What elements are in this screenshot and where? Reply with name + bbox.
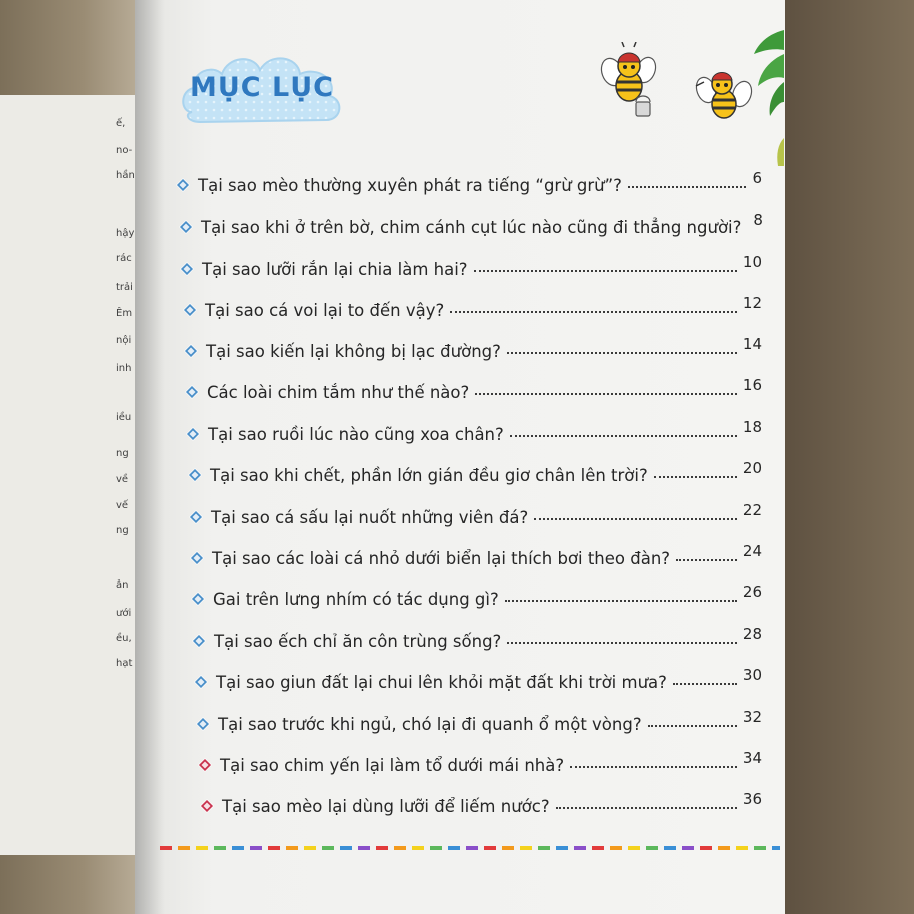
toc-entry[interactable] [188, 459, 762, 492]
toc-entry-page-number: 16 [742, 376, 762, 394]
dot-leader [475, 393, 737, 395]
dot-leader [673, 683, 737, 685]
blue-diamond-icon [185, 385, 199, 399]
toc-entry-page-number: 30 [742, 666, 762, 684]
blue-diamond-icon [184, 344, 198, 358]
toc-entry-title: Các loài chim tắm như thế nào? [207, 383, 470, 402]
toc-entry-page-number: 24 [742, 542, 762, 560]
toc-entry[interactable] [179, 211, 763, 244]
toc-entry[interactable] [185, 376, 762, 409]
previous-page-text-fragment: ều, [116, 633, 132, 644]
dot-leader [648, 725, 737, 727]
blue-diamond-icon [194, 675, 208, 689]
previous-page [0, 95, 150, 855]
toc-entry-title: Tại sao giun đất lại chui lên khỏi mặt đất khi trời mưa? [216, 673, 667, 692]
toc-entry-title: Gai trên lưng nhím có tác dụng gì? [213, 590, 499, 609]
previous-page-text-fragment: hạt [116, 658, 133, 669]
toc-entry-title: Tại sao khi ở trên bờ, chim cánh cụt lúc nào cũng đi thẳng người? [201, 218, 742, 237]
table-background-right [780, 0, 914, 914]
toc-title: MỤC LỤC [190, 72, 334, 103]
toc-entry[interactable] [186, 418, 762, 451]
previous-page-text-fragment: Êm [116, 308, 133, 319]
previous-page-text-fragment: iều [116, 412, 132, 423]
dot-leader [510, 435, 737, 437]
previous-page-text-fragment: ng [116, 525, 129, 536]
toc-entry[interactable] [192, 625, 762, 658]
toc-entry[interactable] [183, 294, 762, 327]
previous-page-text-fragment: ng [116, 448, 129, 459]
toc-entry-page-number: 28 [742, 625, 762, 643]
toc-entry-title: Tại sao các loài cá nhỏ dưới biển lại thích bơi theo đàn? [212, 549, 671, 568]
toc-entry-page-number: 22 [742, 501, 762, 519]
bee-with-bucket-icon [598, 42, 660, 120]
dot-leader [507, 642, 737, 644]
toc-entry-title: Tại sao cá sấu lại nuốt những viên đá? [211, 508, 529, 527]
toc-entry-title: Tại sao trước khi ngủ, chó lại đi quanh ổ một vòng? [218, 715, 642, 734]
toc-entry[interactable] [189, 501, 762, 534]
toc-entry[interactable] [200, 790, 762, 823]
dot-leader [570, 766, 737, 768]
dot-leader [628, 186, 747, 188]
toc-entry-title: Tại sao kiến lại không bị lạc đường? [206, 342, 501, 361]
dot-leader [450, 311, 737, 313]
previous-page-text-fragment: rác [116, 253, 132, 264]
toc-entry-title: Tại sao chim yến lại làm tổ dưới mái nhà? [220, 756, 565, 775]
red-diamond-icon [198, 758, 212, 772]
previous-page-text-fragment: về [116, 474, 129, 485]
dot-leader [654, 476, 737, 478]
toc-entry[interactable] [191, 583, 762, 616]
toc-entry[interactable] [196, 708, 762, 741]
toc-entry-page-number: 34 [742, 749, 762, 767]
blue-diamond-icon [176, 178, 190, 192]
dot-leader [676, 559, 737, 561]
blue-diamond-icon [192, 634, 206, 648]
previous-page-text-fragment: hậy [116, 228, 135, 239]
toc-entry-title: Tại sao cá voi lại to đến vậy? [205, 301, 445, 320]
previous-page-text-fragment: vế [116, 500, 129, 511]
blue-diamond-icon [189, 510, 203, 524]
toc-entry-page-number: 36 [742, 790, 762, 808]
blue-diamond-icon [179, 220, 193, 234]
palm-leaf-icon [748, 20, 784, 170]
blue-diamond-icon [196, 717, 210, 731]
blue-diamond-icon [188, 468, 202, 482]
toc-entry-title: Tại sao lưỡi rắn lại chia làm hai? [202, 260, 468, 279]
toc-entry[interactable] [194, 666, 762, 699]
previous-page-text-fragment: hần [116, 170, 135, 181]
previous-page-text-fragment: no- [116, 145, 133, 156]
dot-leader [534, 518, 737, 520]
bee-flying-icon [694, 64, 754, 126]
toc-entry-page-number: 12 [742, 294, 762, 312]
toc-entry-page-number: 26 [742, 583, 762, 601]
toc-entry-page-number: 18 [742, 418, 762, 436]
toc-entry-title: Tại sao mèo thường xuyên phát ra tiếng “grừ grừ”? [198, 176, 622, 195]
dot-leader [505, 600, 737, 602]
red-diamond-icon [200, 799, 214, 813]
blue-diamond-icon [190, 551, 204, 565]
toc-entry[interactable] [190, 542, 762, 575]
previous-page-text-fragment: ưới [116, 608, 132, 619]
previous-page-text-fragment: inh [116, 363, 132, 374]
toc-entry-page-number: 10 [742, 253, 762, 271]
toc-entry-page-number: 32 [742, 708, 762, 726]
previous-page-text-fragment: nội [116, 335, 132, 346]
toc-entry-page-number: 20 [742, 459, 762, 477]
page-gutter-shadow [135, 0, 165, 914]
toc-entry[interactable] [198, 749, 762, 782]
toc-entry-title: Tại sao ếch chỉ ăn côn trùng sống? [214, 632, 502, 651]
toc-entry-title: Tại sao ruồi lúc nào cũng xoa chân? [208, 425, 504, 444]
toc-entry[interactable] [176, 169, 762, 202]
decorative-dashed-line [160, 845, 780, 851]
toc-entry-page-number: 8 [753, 211, 763, 229]
toc-entry-title: Tại sao mèo lại dùng lưỡi để liếm nước? [222, 797, 550, 816]
toc-entry-page-number: 14 [742, 335, 762, 353]
toc-entry-title: Tại sao khi chết, phần lớn gián đều giơ chân lên trời? [210, 466, 648, 485]
toc-entry[interactable] [180, 253, 762, 286]
dot-leader [556, 807, 737, 809]
dot-leader [507, 352, 737, 354]
dot-leader [474, 270, 737, 272]
previous-page-text-fragment: ẳn [116, 580, 129, 591]
previous-page-text-fragment: trải [116, 282, 133, 293]
previous-page-text-fragment: ế, [116, 118, 126, 129]
blue-diamond-icon [183, 303, 197, 317]
blue-diamond-icon [186, 427, 200, 441]
blue-diamond-icon [180, 262, 194, 276]
toc-entry[interactable] [184, 335, 762, 368]
blue-diamond-icon [191, 592, 205, 606]
toc-entry-page-number: 6 [752, 169, 762, 187]
